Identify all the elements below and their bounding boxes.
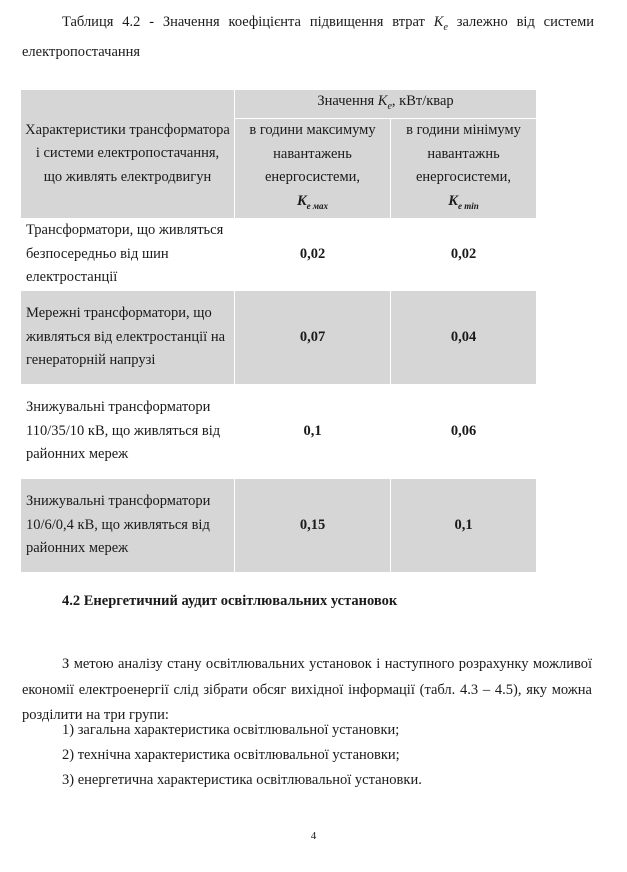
page-number: 4 <box>310 830 317 842</box>
header-min-text: в години мінімуму навантажнь енергосистеми, <box>406 122 521 186</box>
caption-text: Таблиця 4.2 - Значення коефіцієнта підвищення втрат <box>62 14 425 30</box>
row-label: Мережні трансформатори, що живляться від електростанції на генераторній напрузі <box>21 290 235 384</box>
header-values <box>235 90 537 119</box>
coefficients-table <box>20 89 537 573</box>
table-row <box>21 290 537 384</box>
header-values-prefix: Значення <box>317 93 378 109</box>
row-value-min: 0,06 <box>391 384 537 478</box>
header-max-symbol: K <box>296 192 307 209</box>
row-label: Знижувальні трансформатори 10/6/0,4 кВ, що живляться від районних мереж <box>21 478 235 572</box>
table-row <box>21 219 537 291</box>
row-value-min: 0,02 <box>391 219 537 291</box>
group-list <box>62 718 422 793</box>
row-value-min: 0,1 <box>391 478 537 572</box>
section-title: 4.2 Енергетичний аудит освітлювальних установок <box>62 593 398 609</box>
header-min-load <box>391 119 537 219</box>
row-value-min: 0,04 <box>391 290 537 384</box>
list-item: 2) технічна характеристика освітлювальної установки; <box>62 747 400 763</box>
body-paragraph: З метою аналізу стану освітлювальних установок і наступного розрахунку можливої економії електроенергії слід зібрати обсяг вихідної інформації (табл. 4.3 – 4.5), яку можна розділити на три групи: <box>22 656 592 724</box>
header-max-sub: e мах <box>306 200 329 211</box>
header-max-text: в години максимуму навантажень енергосистеми, <box>249 122 376 186</box>
row-label: Знижувальні трансформатори 110/35/10 кВ, що живляться від районних мереж <box>21 384 235 478</box>
list-item: 1) загальна характеристика освітлювальної установки; <box>62 722 400 738</box>
header-min-symbol: K <box>448 192 458 209</box>
row-value-max: 0,07 <box>235 290 391 384</box>
caption-symbol-sub: e <box>443 21 448 33</box>
header-characteristics <box>21 90 235 219</box>
header-characteristics-text: Характеристики трансформатора і системи електропостачання, що живлять електродвигун <box>25 121 230 185</box>
header-max-load <box>235 119 391 219</box>
row-value-max: 0,1 <box>235 384 391 478</box>
header-values-sub: e <box>387 100 392 112</box>
header-values-symbol: K <box>377 93 388 109</box>
caption-tail: залежно від системи електропостачання <box>22 14 595 60</box>
table-row <box>21 478 537 572</box>
table-row <box>21 384 537 478</box>
caption-symbol: K <box>433 14 444 30</box>
table-caption <box>22 10 594 65</box>
row-label: Трансформатори, що живляться безпосередньо від шин електростанції <box>21 219 235 291</box>
header-min-sub: e min <box>457 200 479 211</box>
list-item: 3) енергетична характеристика освітлювальної установки. <box>62 772 422 788</box>
row-value-max: 0,15 <box>235 478 391 572</box>
row-value-max: 0,02 <box>235 219 391 291</box>
header-values-unit: , кВт/квар <box>391 93 454 109</box>
